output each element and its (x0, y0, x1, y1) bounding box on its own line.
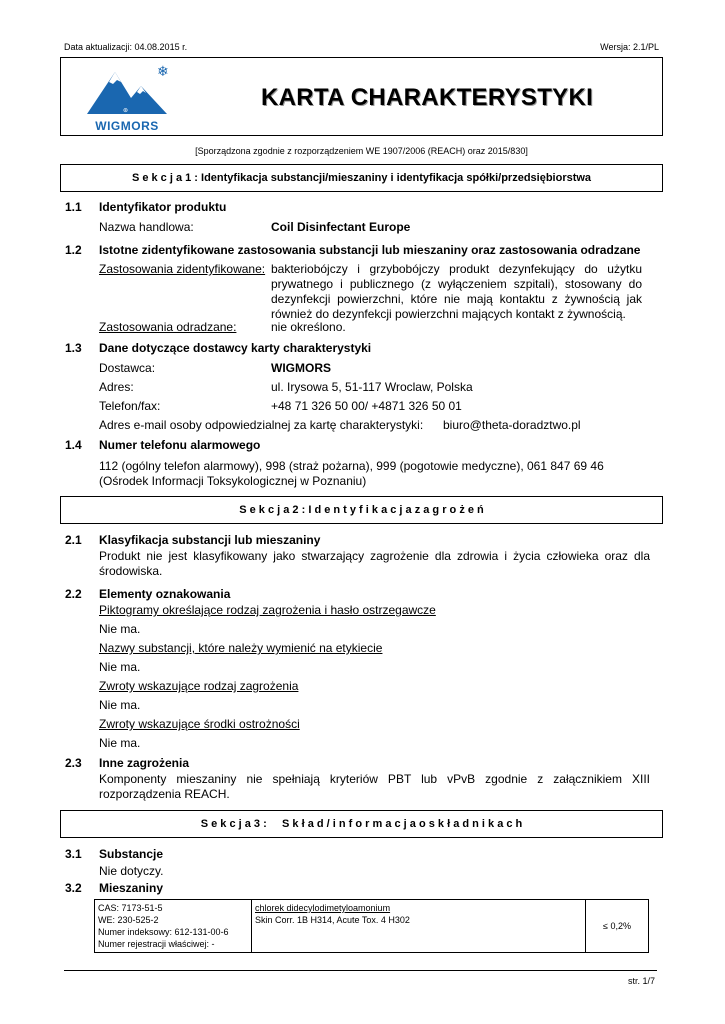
section-num: 3.2 (65, 881, 82, 895)
section-1-header: S e k c j a 1 : Identyfikacja substancji/mieszaniny i identyfikacja spółki/przedsiębiorstwa (60, 164, 663, 192)
substances-label: Nazwy substancji, które należy wymienić na etykiecie (99, 641, 383, 655)
section-title: Klasyfikacja substancji lub mieszaniny (99, 533, 321, 547)
identifiers-cell (95, 900, 252, 953)
document-title: KARTA CHARAKTERYSTYKI (261, 84, 594, 111)
page-number: str. 1/7 (627, 976, 655, 986)
hazard-value: Nie ma. (99, 698, 141, 712)
advised-text: nie określono. (271, 320, 346, 334)
section-num: 2.2 (65, 587, 82, 601)
name-cell (252, 900, 586, 953)
substances-value: Nie ma. (99, 660, 141, 674)
section-title: Istotne zidentyfikowane zastosowania substancji lub mieszaniny oraz zastosowania odradzane (99, 243, 641, 257)
supplier-label: Dostawca: (99, 361, 156, 375)
concentration-cell (586, 900, 649, 953)
trade-name-label: Nazwa handlowa: (99, 220, 194, 234)
mixture-table (94, 899, 649, 953)
phone: +48 71 326 50 00/ +4871 326 50 01 (271, 399, 462, 413)
substance-classification: Skin Corr. 1B H314, Acute Tox. 4 H302 (255, 915, 410, 925)
classification-text: Produkt nie jest klasyfikowany jako stwarzający zagrożenie dla zdrowia i życia człowieka oraz dla środowiska. (99, 549, 650, 578)
hazard-label: Zwroty wskazujące rodzaj zagrożenia (99, 679, 299, 693)
uses-text: bakteriobójczy i grzybobójczy produkt dezynfekujący do użytku prywatnego i publicznego (z wyłączeniem szpitali), stosowany do dezynfekcji powierzchni, które nie mają kontaktu z żywnością jak również do dezynfekcji powierzchni mających kontakt z żywnością. (271, 262, 642, 321)
title-box (60, 57, 663, 136)
concentration: ≤ 0,2% (603, 921, 631, 931)
version: Wersja: 2.1/PL (600, 42, 659, 52)
section-title: Mieszaniny (99, 881, 164, 895)
address-label: Adres: (99, 380, 134, 394)
section-title: Substancje (99, 847, 164, 861)
section-2-header: S e k c j a 2 : I d e n t y f i k a c j a z a g r o ż e ń (60, 496, 663, 524)
email-link[interactable]: biuro@theta-doradztwo.pl (443, 418, 581, 432)
precaution-label: Zwroty wskazujące środki ostrożności (99, 717, 300, 731)
section-title: Inne zagrożenia (99, 756, 190, 770)
section-title: Numer telefonu alarmowego (99, 438, 261, 452)
update-date: Data aktualizacji: 04.08.2015 r. (64, 42, 188, 52)
advised-label: Zastosowania odradzane: (99, 320, 237, 334)
svg-text:❄: ❄ (157, 64, 169, 80)
section-title: Elementy oznakowania (99, 587, 231, 601)
section-num: 1.1 (65, 200, 82, 214)
supplier: WIGMORS (271, 361, 331, 375)
section-num: 3.1 (65, 847, 82, 861)
logo-text: WIGMORS (95, 119, 159, 133)
section-num: 1.4 (65, 438, 82, 452)
section-num: 1.3 (65, 341, 82, 355)
section-title: Identyfikator produktu (99, 200, 227, 214)
pictograms-value: Nie ma. (99, 622, 141, 636)
pictograms-label: Piktogramy określające rodzaj zagrożenia i hasło ostrzegawcze (99, 603, 436, 617)
table-row (95, 900, 649, 953)
precaution-value: Nie ma. (99, 736, 141, 750)
regulation-note: [Sporządzona zgodnie z rozporządzeniem WE 1907/2006 (REACH) oraz 2015/830] (195, 146, 528, 156)
substances-text: Nie dotyczy. (99, 864, 164, 878)
address: ul. Irysowa 5, 51-117 Wroclaw, Polska (271, 380, 473, 394)
phone-label: Telefon/fax: (99, 399, 161, 413)
footer-divider (64, 970, 657, 971)
section-num: 2.3 (65, 756, 82, 770)
trade-name: Coil Disinfectant Europe (271, 220, 411, 234)
cas-number: CAS: 7173-51-5 (98, 903, 163, 913)
section-title: Dane dotyczące dostawcy karty charakterystyki (99, 341, 372, 355)
uses-label: Zastosowania zidentyfikowane: (99, 262, 266, 276)
index-number: Numer indeksowy: 612-131-00-6 (98, 927, 229, 937)
section-num: 2.1 (65, 533, 82, 547)
emergency-text: 112 (ogólny telefon alarmowy), 998 (straż pożarna), 999 (pogotowie medyczne), 061 847 69 46 (Ośrodek Informacji Toksykologicznej w Poznaniu) (99, 459, 604, 488)
logo (83, 62, 171, 132)
substance-name: chlorek didecylodimetyloamonium (255, 903, 391, 913)
section-3-header: S e k c j a 3 : S k ł a d / i n f o r m a c j a o s k ł a d n i k a c h (60, 810, 663, 838)
registration-number: Numer rejestracji właściwej: - (98, 939, 215, 949)
other-hazards-text: Komponenty mieszaniny nie spełniają kryteriów PBT lub vPvB zgodnie z załącznikiem XIII rozporządzenia REACH. (99, 772, 650, 801)
we-number: WE: 230-525-2 (98, 915, 159, 925)
email-label: Adres e-mail osoby odpowiedzialnej za kartę charakterystyki: (99, 418, 424, 432)
svg-text:⊛: ⊛ (123, 107, 129, 114)
section-num: 1.2 (65, 243, 82, 257)
